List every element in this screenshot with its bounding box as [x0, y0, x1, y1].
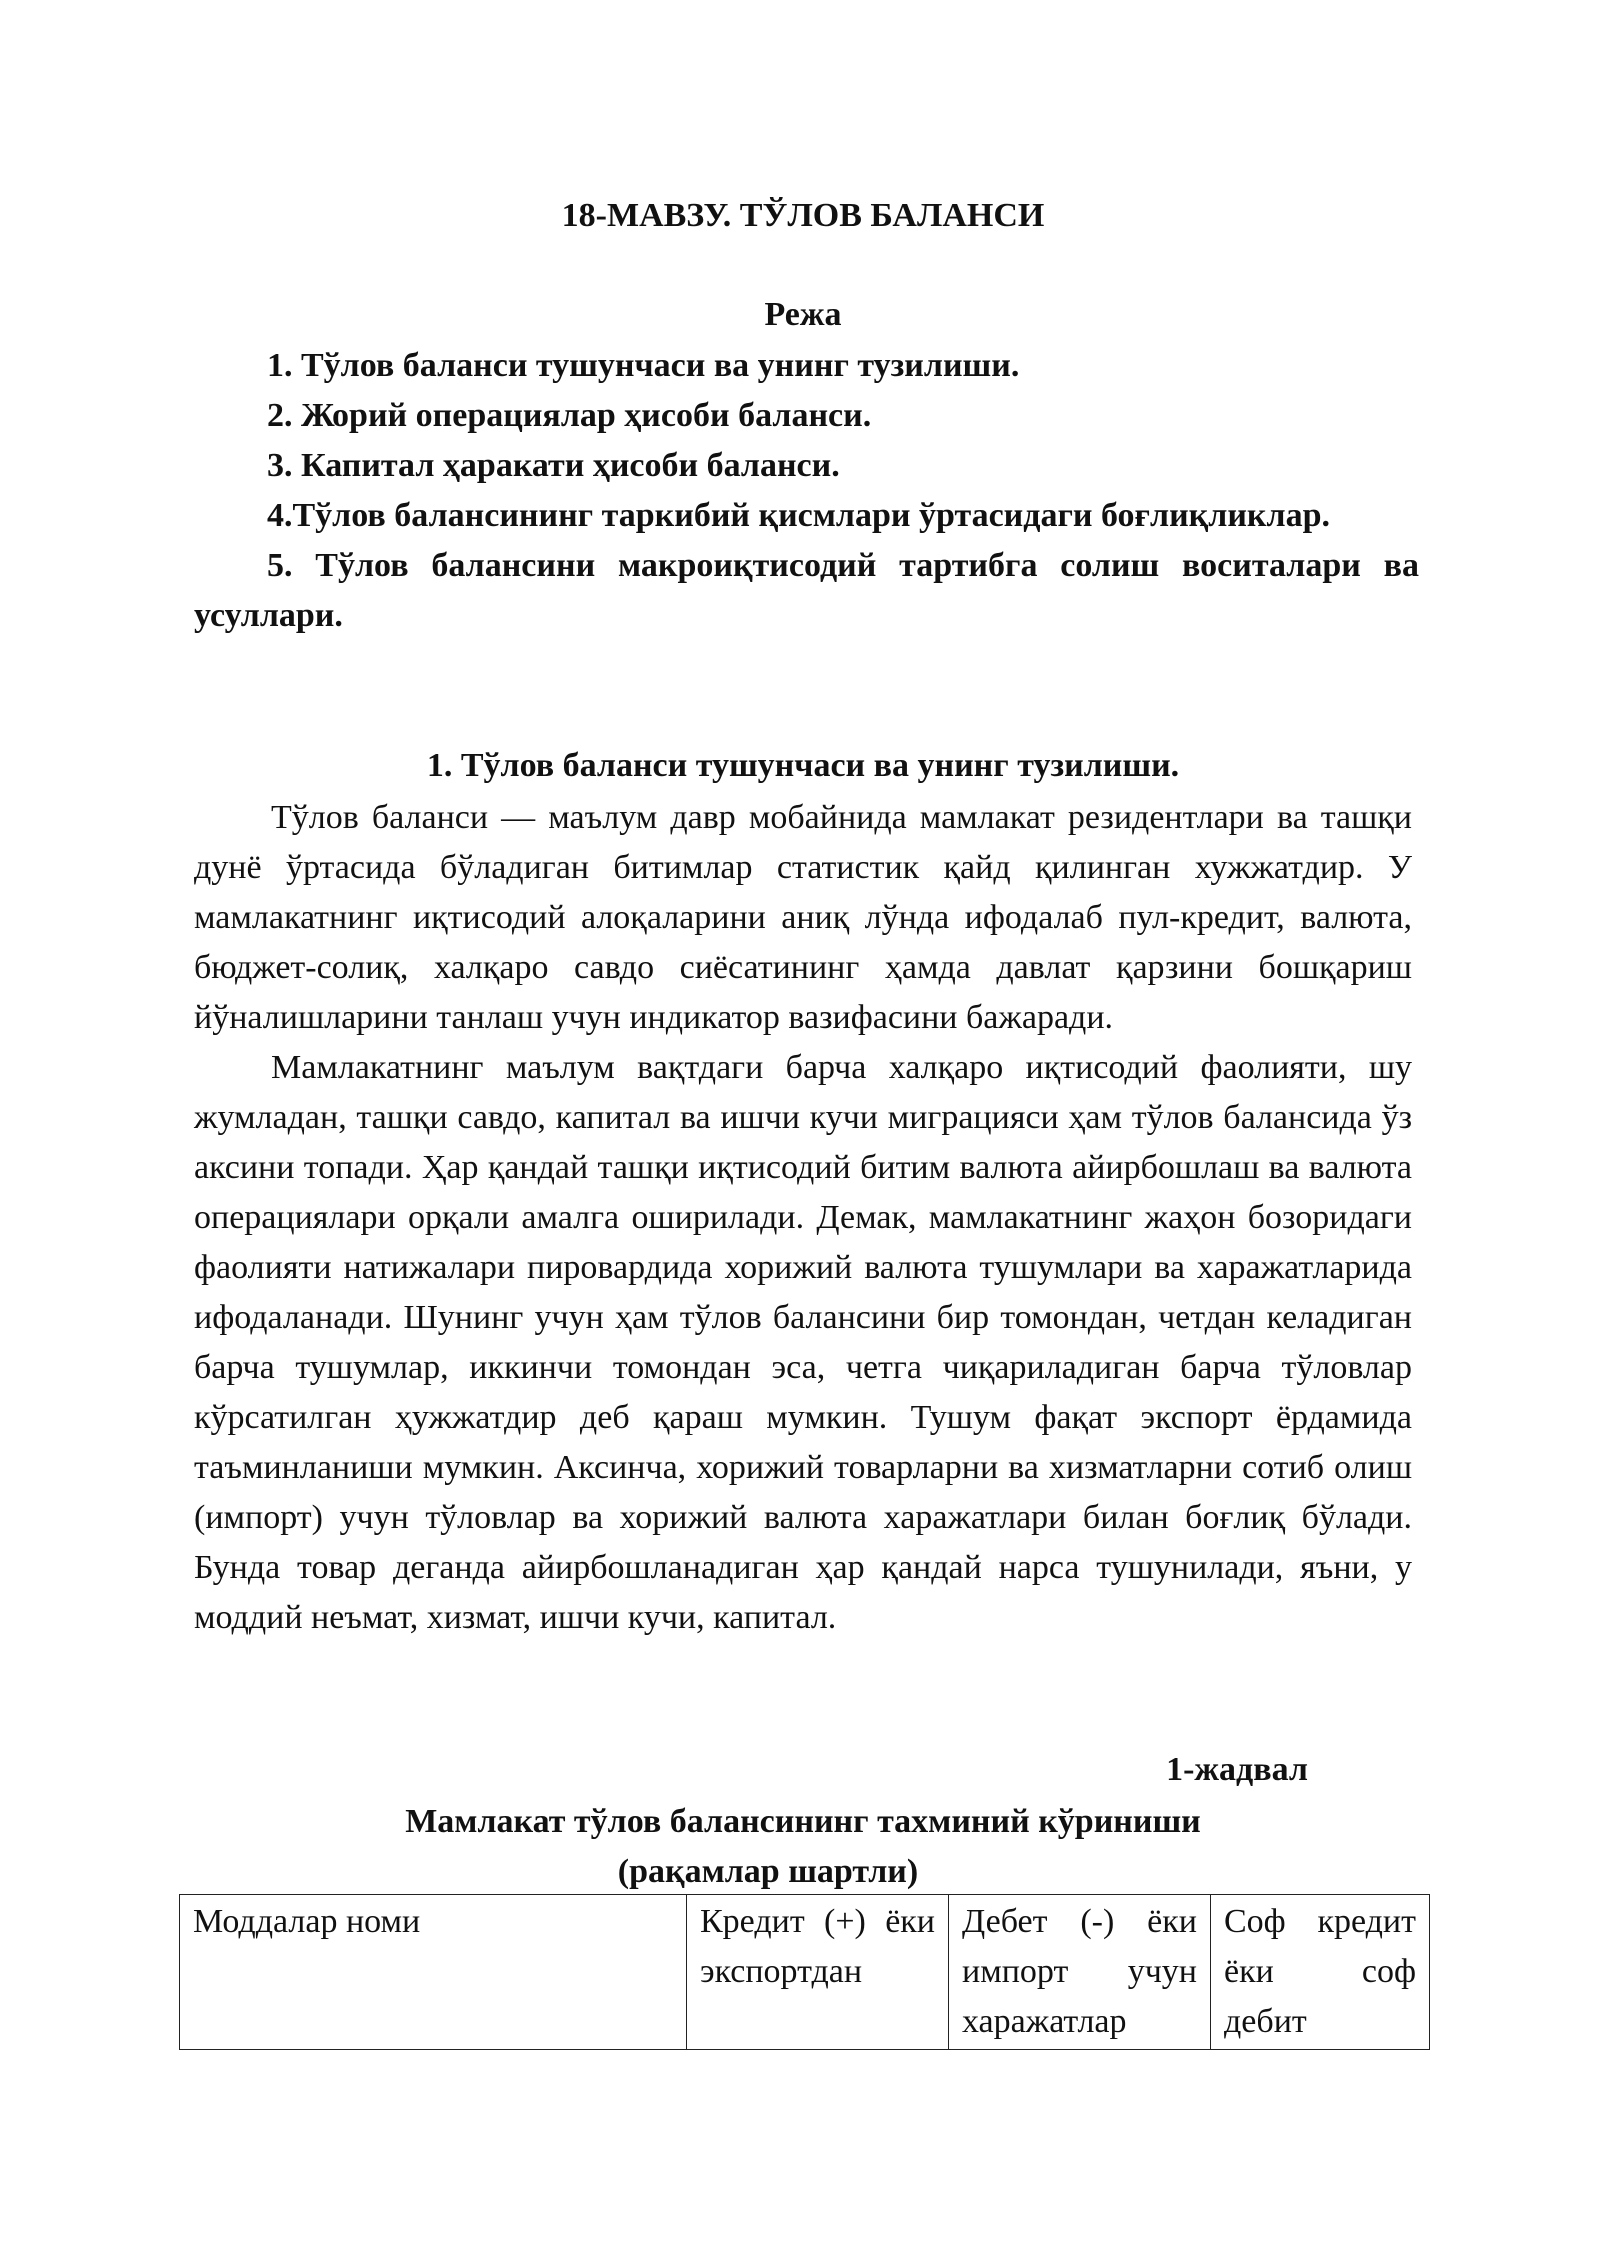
table-header-row [180, 1895, 1430, 2050]
table-header-cell: Соф кредит ёки соф дебит [1211, 1895, 1430, 2050]
table-header-cell: Кредит (+) ёки экспортдан [687, 1895, 949, 2050]
plan-item: 2. Жорий операциялар ҳисоби баланси. [267, 397, 872, 434]
table-title-line2: (рақамлар шартли) [617, 1853, 919, 1890]
table-header-cell: Моддалар номи [180, 1895, 687, 2050]
plan-heading: Режа [764, 296, 842, 333]
table-number: 1-жадвал [1166, 1751, 1308, 1788]
table-title [0, 1797, 1600, 1897]
table-header-cell: Дебет (-) ёки импорт учун харажатлар [949, 1895, 1211, 2050]
balance-table [179, 1894, 1430, 2050]
paragraph: Мамлакатнинг маълум вақтдаги барча халқаро иқтисодий фаолияти, шу жумладан, ташқи савдо, капитал ва ишчи кучи миграцияси ҳам тўлов балансида ўз аксини топади. Ҳар қандай ташқи иқтисодий битим валюта айирбошлаш ва валюта операциялари орқали амалга оширилади. Демак, мамлакатнинг жаҳон бозоридаги фаолияти натижалари пировардида хорижий валюта тушумлари ва харажатларида ифодаланади. Шунинг учун ҳам тўлов балансини бир томондан, четдан келадиган барча тушумлар, иккинчи томондан эса, четга чиқариладиган барча тўловлар кўрсатилган ҳужжатдир деб қараш мумкин. Тушум фақат экспорт ёрдамида таъминланиши мумкин. Аксинча, хорижий товарларни ва хизматларни сотиб олиш (импорт) учун тўловлар ва хорижий валюта харажатлари билан боғлиқ бўлади. Бунда товар деганда айирбошланадиган ҳар қандай нарса тушунилади, яъни, у моддий неъмат, хизмат, ишчи кучи, капитал. [194, 1049, 1412, 1636]
plan-item: 5. Тўлов балансини макроиқтисодий тартибга солиш воситалари ва усуллари. [194, 547, 1419, 634]
table-title-line1: Мамлакат тўлов балансининг тахминий кўриниши [405, 1803, 1201, 1840]
plan-list [194, 341, 1419, 641]
section-body [194, 793, 1412, 1643]
plan-item: 1. Тўлов баланси тушунчаси ва унинг тузилиши. [267, 347, 1020, 384]
plan-item: 4.Тўлов балансининг таркибий қисмлари ўртасидаги боғлиқликлар. [267, 497, 1330, 534]
paragraph: Тўлов баланси — маълум давр мобайнида мамлакат резидентлари ва ташқи дунё ўртасида бўладиган битимлар статистик қайд қилинган хужжатдир. У мамлакатнинг иқтисодий алоқаларини аниқ лўнда ифодалаб пул-кредит, валюта, бюджет-солиқ, халқаро савдо сиёсатининг ҳамда давлат қарзини бошқариш йўналишларини танлаш учун индикатор вазифасини бажаради. [194, 799, 1412, 1036]
plan-item: 3. Капитал ҳаракати ҳисоби баланси. [267, 447, 840, 484]
document-title: 18-МАВЗУ. ТЎЛОВ БАЛАНСИ [561, 197, 1045, 234]
section-heading: 1. Тўлов баланси тушунчаси ва унинг тузилиши. [426, 747, 1180, 784]
